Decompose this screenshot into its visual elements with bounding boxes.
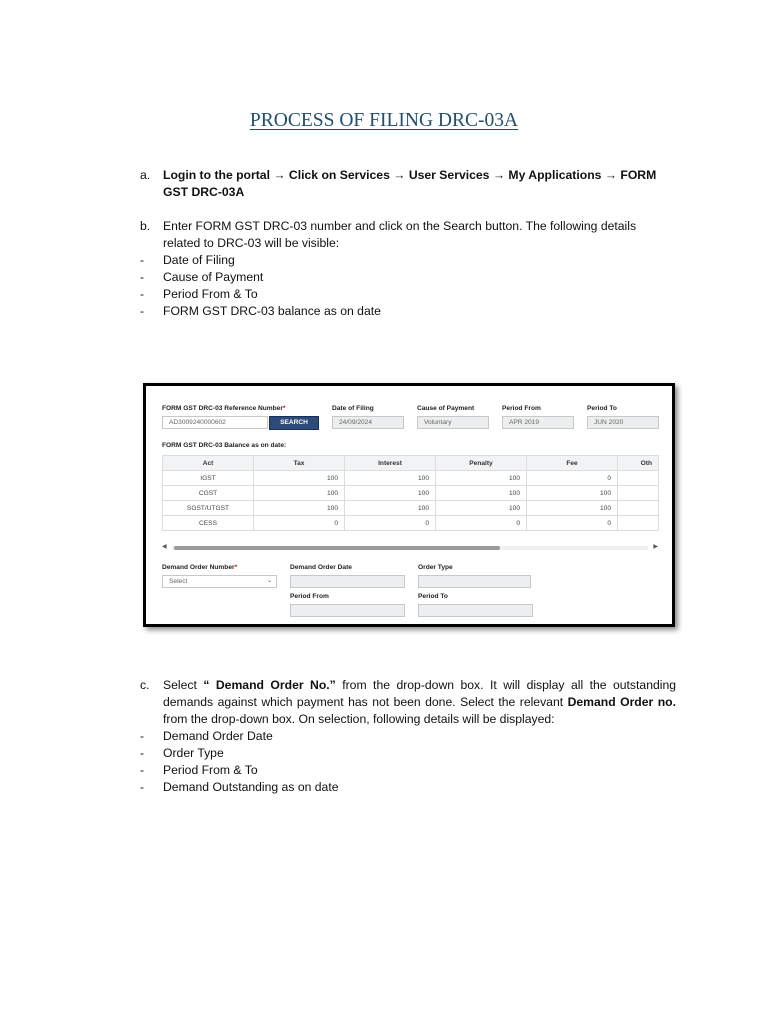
header-fee: Fee (527, 456, 618, 471)
cause-of-payment-field: Voluntary (417, 416, 489, 429)
demand-period-to-field (418, 604, 533, 617)
step-c-text: Select “ Demand Order No.” from the drop-down box. It will display all the outstanding demands against which payment has not been done. Select the relevant Demand Order no. from the drop-down box. On selection, following details will be displayed: (163, 678, 677, 726)
period-from-label: Period From (502, 405, 541, 412)
header-other: Oth (618, 456, 659, 471)
ref-number-label: FORM GST DRC-03 Reference Number* (162, 405, 286, 412)
demand-order-number-label: Demand Order Number* (162, 564, 238, 571)
order-type-label: Order Type (418, 564, 453, 571)
list-item: - Period From & To (140, 287, 258, 301)
list-item: - Cause of Payment (140, 270, 264, 284)
date-of-filing-field: 24/09/2024 (332, 416, 404, 429)
step-c-list (140, 728, 676, 796)
table-header-row (163, 456, 659, 471)
list-item: - Demand Order Date (140, 729, 273, 743)
table-row: IGST 100 100 100 0 (163, 471, 659, 486)
list-item: - Demand Outstanding as on date (140, 780, 339, 794)
step-b-marker: b. (140, 219, 151, 233)
drc03-form-screenshot (143, 383, 675, 627)
period-to-field: JUN 2020 (587, 416, 659, 429)
scrollbar-thumb[interactable] (174, 546, 500, 550)
table-row: CESS 0 0 0 0 (163, 516, 659, 531)
demand-period-from-field (290, 604, 405, 617)
period-from-field: APR 2019 (502, 416, 574, 429)
demand-order-date-field (290, 575, 405, 588)
step-a-marker: a. (140, 168, 151, 182)
date-of-filing-label: Date of Filing (332, 405, 374, 412)
step-b-list (140, 252, 676, 320)
period-to-label: Period To (587, 405, 617, 412)
header-tax: Tax (254, 456, 345, 471)
demand-order-number-select[interactable]: Select ⌄ (162, 575, 277, 588)
table-row: CGST 100 100 100 100 (163, 486, 659, 501)
step-a (140, 167, 676, 201)
step-c (140, 677, 676, 796)
list-item: - Date of Filing (140, 253, 235, 267)
chevron-down-icon: ⌄ (266, 578, 272, 584)
table-horizontal-scrollbar[interactable] (162, 546, 658, 550)
step-b (140, 218, 676, 320)
balance-table (162, 455, 659, 531)
list-item: - Order Type (140, 746, 224, 760)
demand-period-to-label: Period To (418, 593, 448, 600)
step-c-marker: c. (140, 678, 150, 692)
header-interest: Interest (345, 456, 436, 471)
balance-label: FORM GST DRC-03 Balance as on date: (162, 442, 287, 449)
table-row: SGST/UTGST 100 100 100 100 (163, 501, 659, 516)
order-type-field (418, 575, 531, 588)
scroll-left-icon[interactable]: ◀ (162, 544, 167, 550)
scroll-right-icon[interactable]: ▶ (653, 544, 658, 550)
demand-period-from-label: Period From (290, 593, 329, 600)
header-penalty: Penalty (436, 456, 527, 471)
step-a-text: Login to the portal → Click on Services → User Services → My Applications → FORM GST DRC-03A (163, 168, 657, 199)
page-title: PROCESS OF FILING DRC-03A (249, 110, 519, 131)
list-item: - Period From & To (140, 763, 258, 777)
ref-number-input[interactable]: AD3009240000602 (162, 416, 268, 429)
list-item: - FORM GST DRC-03 balance as on date (140, 304, 381, 318)
header-act: Act (163, 456, 254, 471)
demand-order-date-label: Demand Order Date (290, 564, 352, 571)
cause-of-payment-label: Cause of Payment (417, 405, 475, 412)
search-button[interactable]: SEARCH (269, 416, 319, 430)
step-b-text: Enter FORM GST DRC-03 number and click on the Search button. The following details related to DRC-03 will be visible: (163, 219, 637, 250)
